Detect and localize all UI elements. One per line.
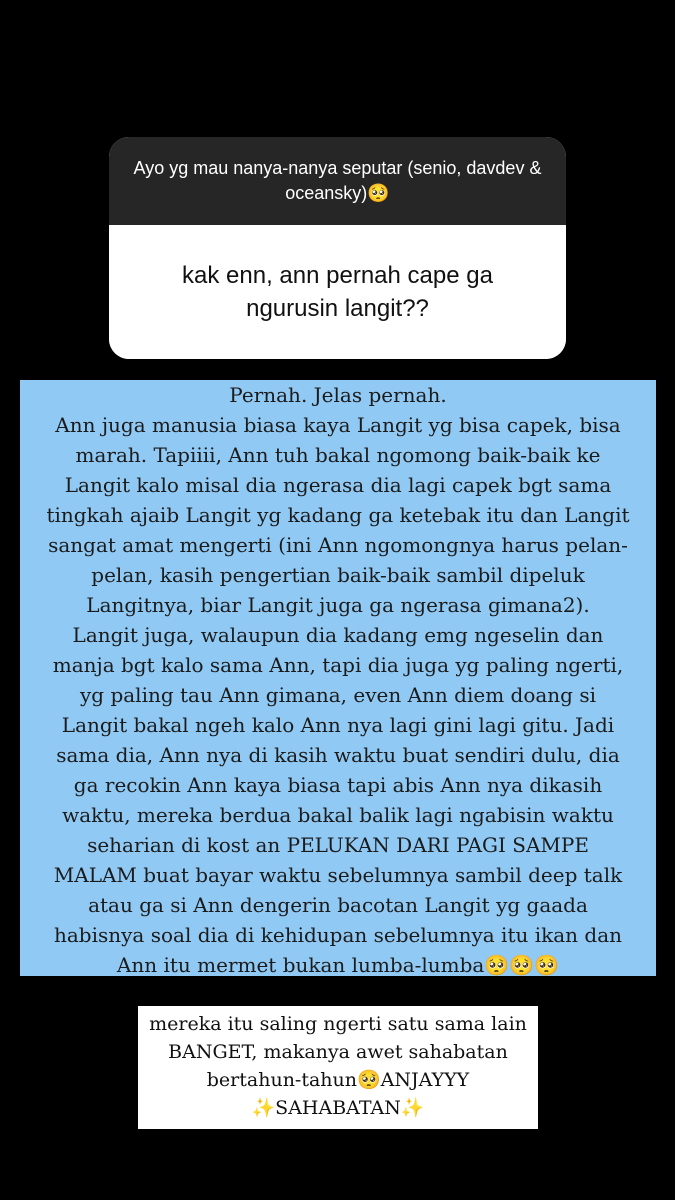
answer-line: habisnya soal dia di kehidupan sebelumnya itu ikan dan	[53, 923, 623, 947]
answer-line: sangat amat mengerti (ini Ann ngomongnya harus pelan-	[48, 533, 628, 557]
answer-text-box	[20, 380, 656, 976]
caption-line: mereka itu saling ngerti satu sama lain	[149, 1013, 527, 1035]
question-prompt: Ayo yg mau nanya-nanya seputar (senio, davdev & oceansky)🥺	[109, 137, 566, 225]
answer-line: seharian di kost an PELUKAN DARI PAGI SAMPE	[87, 833, 589, 857]
answer-line: pelan, kasih pengertian baik-baik sambil dipeluk	[91, 563, 585, 587]
caption-text-box	[138, 1006, 538, 1129]
answer-line: yg paling tau Ann gimana, even Ann diem doang si	[80, 683, 596, 707]
answer-line: atau ga si Ann dengerin bacotan Langit yg gaada	[88, 893, 588, 917]
answer-line: MALAM buat bayar waktu sebelumnya sambil deep talk	[53, 863, 623, 887]
answer-line: Langit kalo misal dia ngerasa dia lagi capek bgt sama	[64, 473, 612, 497]
answer-line: sama dia, Ann nya di kasih waktu buat sendiri dulu, dia	[56, 743, 620, 767]
caption-line: BANGET, makanya awet sahabatan	[168, 1041, 508, 1063]
answer-line: Pernah. Jelas pernah.	[229, 383, 447, 407]
caption-line: bertahun-tahun🥺ANJAYYY	[206, 1069, 470, 1091]
answer-line: Langitnya, biar Langit juga ga ngerasa gimana2).	[86, 593, 590, 617]
answer-line: Langit juga, walaupun dia kadang emg ngeselin dan	[72, 623, 604, 647]
answer-line: marah. Tapiiii, Ann tuh bakal ngomong baik-baik ke	[75, 443, 601, 467]
question-text: kak enn, ann pernah cape ga ngurusin langit??	[109, 225, 566, 359]
answer-line: ga recokin Ann kaya biasa tapi abis Ann nya dikasih	[73, 773, 603, 797]
caption-line: ✨SAHABATAN✨	[251, 1097, 425, 1119]
answer-line: Ann juga manusia biasa kaya Langit yg bisa capek, bisa	[55, 413, 621, 437]
answer-line: tingkah ajaib Langit yg kadang ga ketebak itu dan Langit	[46, 503, 630, 527]
answer-line: Langit bakal ngeh kalo Ann nya lagi gini lagi gitu. Jadi	[61, 713, 615, 737]
question-sticker[interactable]	[109, 137, 566, 359]
answer-line: manja bgt kalo sama Ann, tapi dia juga yg paling ngerti,	[52, 653, 624, 677]
answer-line: Ann itu mermet bukan lumba-lumba🥺🥺🥺	[116, 953, 560, 977]
answer-line: waktu, mereka berdua bakal balik lagi ngabisin waktu	[62, 803, 614, 827]
